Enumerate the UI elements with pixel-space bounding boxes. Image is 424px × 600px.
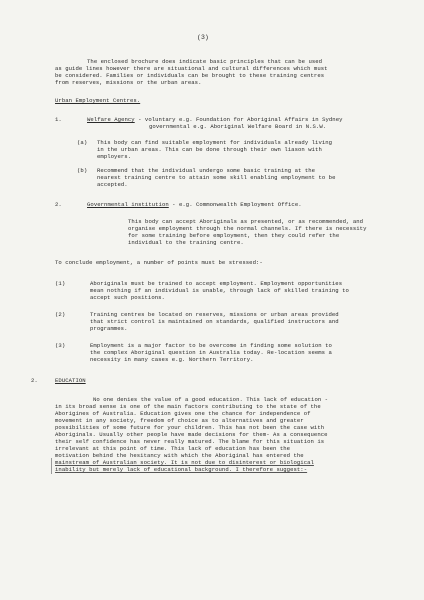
item1-line-2: governmental e.g. Aboriginal Welfare Board in N.S.W. <box>149 123 327 130</box>
education-line-6: Aboriginals. Usually other people have made decisions for them- As a consequence <box>55 431 328 438</box>
point1-line-2: mean nothing if an individual is unable, through lack of skilled training to <box>90 287 349 294</box>
item2-number: 2. <box>55 201 62 208</box>
education-line-11: inability but merely lack of educational background. I therefore suggest:- <box>55 466 308 473</box>
education-line-4: movement in any society, freedom of choice as to alternatives and greater <box>55 417 304 424</box>
sub-b-line-2: nearest training centre to attain some skill enabling employment to be <box>97 174 336 181</box>
item2-line-1: This body can accept Aboriginals as presented, or as recommended, and <box>128 218 364 225</box>
intro-line-1: The enclosed brochure does indicate basic principles that can be used <box>87 58 323 65</box>
point1-number: (1) <box>55 280 66 287</box>
education-line-10: mainstream of Australian society. It is not due to disinterest or biological <box>55 459 314 466</box>
point2-line-1: Training centres be located on reserves, missions or urban areas provided <box>90 311 339 318</box>
page-number: (3) <box>197 34 209 41</box>
intro-line-4: from reserves, missions or the urban areas. <box>55 79 202 86</box>
conclude-line: To conclude employment, a number of points must be stressed:- <box>55 259 263 266</box>
sub-b-line-3: accepted. <box>97 181 128 188</box>
sub-a-line-3: employers. <box>97 153 132 160</box>
education-line-7: their self confidence has never really matured. The blame for this situation is <box>55 438 325 445</box>
urban-heading: Urban Employment Centres. <box>55 97 141 104</box>
item2-line-2: organise employment through the normal channels. If there is necessity <box>128 225 367 232</box>
education-line-1: No one denies the value of a good education. This lack of education - <box>93 396 329 403</box>
point2-line-2: that strict control is maintained on standards, qualified instructors and <box>90 318 339 325</box>
education-line-2: in its broad sense is one of the main factors contributing to the state of the <box>55 403 321 410</box>
item2-line-4: individual to the training centre. <box>128 239 244 246</box>
point2-line-3: programmes. <box>90 325 128 332</box>
sub-a-line-2: in the urban areas. This can be done through their own liason with <box>97 146 322 153</box>
point3-number: (3) <box>55 342 66 349</box>
item2-heading <box>87 201 302 208</box>
item2-label: Governmental institution <box>87 201 169 208</box>
margin-mark <box>51 458 52 474</box>
point1-line-3: accept such positions. <box>90 294 165 301</box>
education-line-5: possibilities of some future for your children. This has not been the case with <box>55 424 325 431</box>
section2-heading: EDUCATION <box>55 377 86 384</box>
education-line-3: Aborigines of Australia. Education gives one the chance for independence of <box>55 410 311 417</box>
point3-line-3: necessity in many cases e.g. Northern Territory. <box>90 356 254 363</box>
sub-a-line-1: This body can find suitable employment for individuals already living <box>97 139 333 146</box>
item1-number: 1. <box>55 116 62 123</box>
item1-label: Welfare Agency <box>87 116 135 123</box>
point2-number: (2) <box>55 311 66 318</box>
item2-line-3: for some training before employment, then they could refer the <box>128 232 340 239</box>
education-line-8: irrelevant at this point of time. This lack of education has been the <box>55 445 291 452</box>
intro-line-3: be considered. Families or individuals can be brought to these training centres <box>55 72 325 79</box>
item1-rest: - voluntary e.g. Foundation for Aboriginal Affairs in Sydney <box>134 116 343 123</box>
intro-line-2: as guide lines however there are situational and cultural differences which must <box>55 65 328 72</box>
education-line-9: motivation behind the hesitancy with which the Aboriginal has entered the <box>55 452 304 459</box>
point3-line-1: Employment is a major factor to be overcome in finding some solution to <box>90 342 332 349</box>
sub-b-line-1: Recommend that the individual undergo some basic training at the <box>97 167 316 174</box>
item2-rest: - e.g. Commonwealth Employment Office. <box>168 201 302 208</box>
sub-a-number: (a) <box>77 139 88 146</box>
point3-line-2: the complex Aboriginal question in Australia today. Re-location seems a <box>90 349 332 356</box>
section2-number: 2. <box>31 377 38 384</box>
sub-b-number: (b) <box>77 167 88 174</box>
point1-line-1: Aboriginals must be trained to accept employment. Employment opportunities <box>90 280 343 287</box>
